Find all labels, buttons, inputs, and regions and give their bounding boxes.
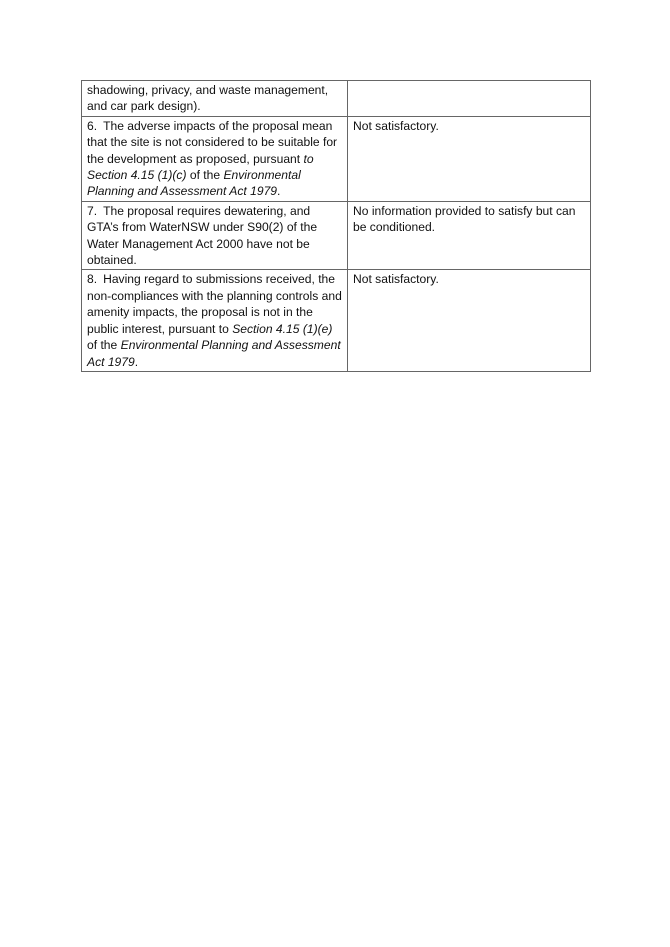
table-row — [82, 201, 591, 270]
reason-text: The proposal requires dewatering, and GTA’s from WaterNSW under S90(2) of the Water Management Act 2000 have not be obtained. — [87, 203, 318, 268]
reason-number: 7. — [87, 203, 98, 218]
reason-cell — [82, 270, 348, 371]
reason-cell — [82, 201, 348, 270]
comment-cell: Not satisfactory. — [348, 116, 591, 201]
reasons-table — [81, 80, 591, 372]
table-row — [82, 116, 591, 201]
reason-cell — [82, 81, 348, 117]
comment-cell: Not satisfactory. — [348, 270, 591, 371]
comment-cell — [348, 81, 591, 117]
comment-cell: No information provided to satisfy but can be conditioned. — [348, 201, 591, 270]
reason-text: shadowing, privacy, and waste management, and car park design). — [87, 83, 329, 114]
reason-text: The adverse impacts of the proposal mean that the site is not considered to be suitable for the development as proposed, pursuant to Section 4.15 (1)(c) of the Environmental Planning and Assessment Act 1979. — [87, 118, 338, 199]
reason-cell — [82, 116, 348, 201]
table-row — [82, 270, 591, 371]
reason-number: 6. — [87, 118, 98, 133]
reason-text: Having regard to submissions received, the non-compliances with the planning controls and amenity impacts, the proposal is not in the public interest, pursuant to Section 4.15 (1)(e) of the Environmental Planning and Assessment Act 1979. — [87, 272, 342, 369]
table-row — [82, 81, 591, 117]
reason-number: 8. — [87, 272, 98, 287]
